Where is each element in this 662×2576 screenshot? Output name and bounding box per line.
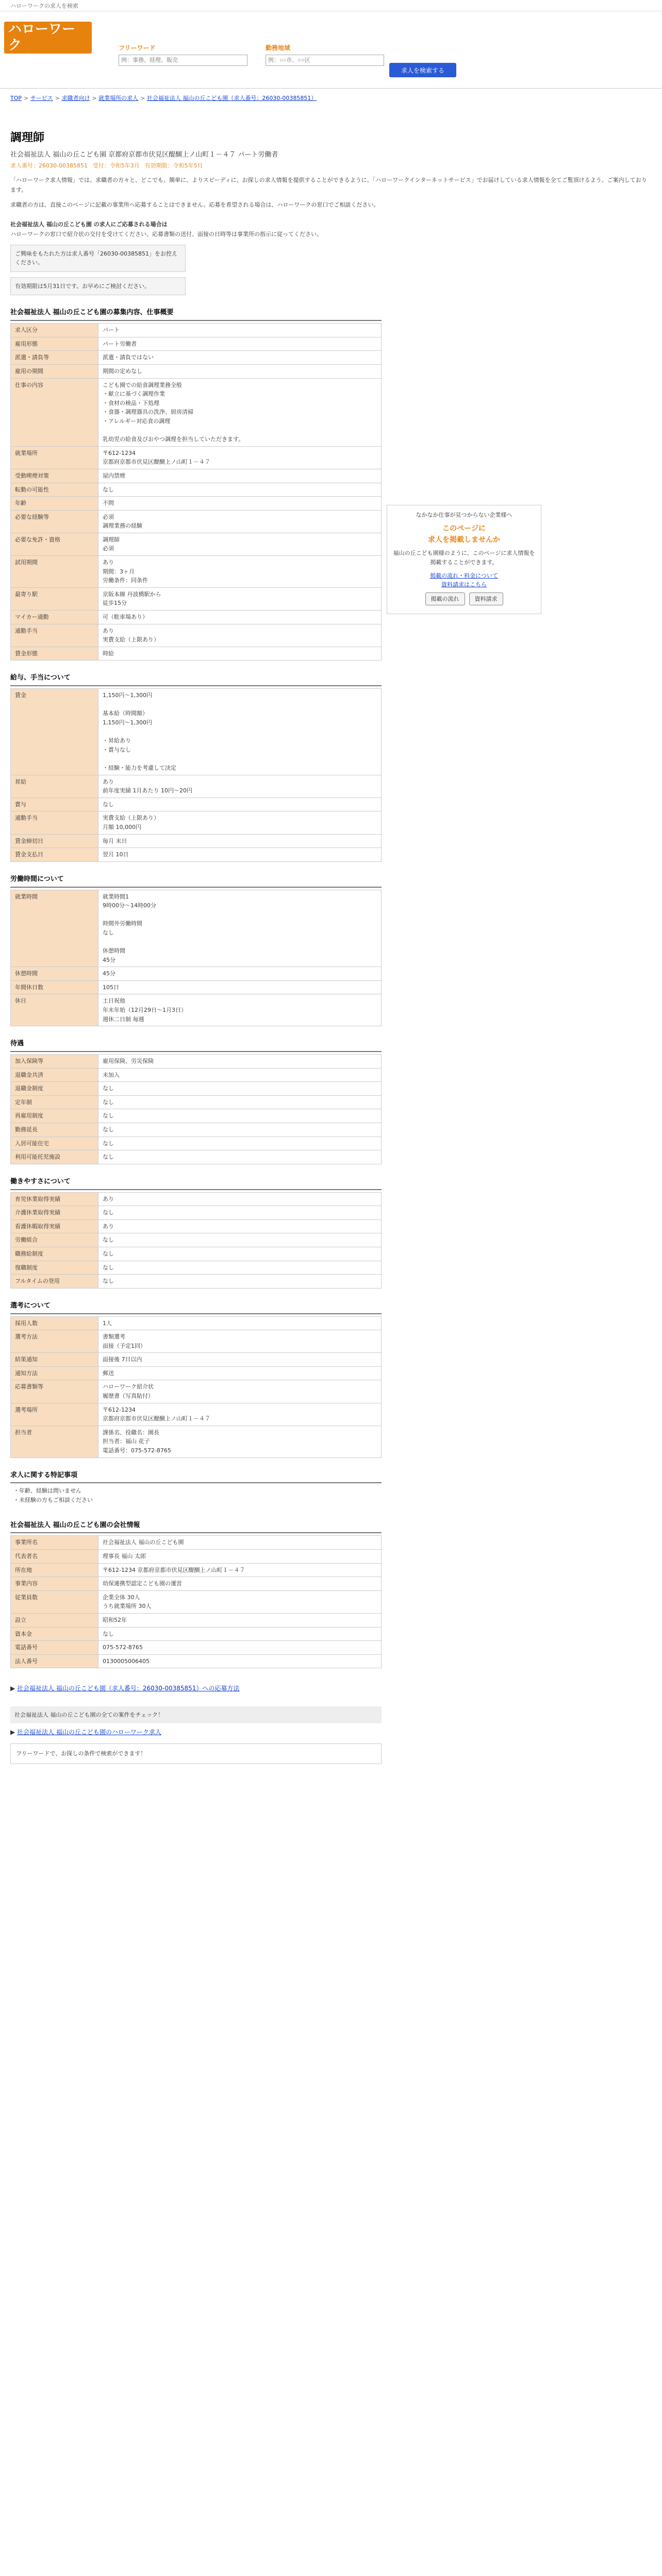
table-row — [11, 798, 382, 811]
logo-line2: 求人検索 — [8, 53, 31, 60]
row-value: なし — [98, 1150, 382, 1164]
row-label: 勤務延長 — [11, 1123, 98, 1137]
row-label: 定年制 — [11, 1095, 98, 1109]
side-text: 福山の丘こども園様のように、このページに求人情報を掲載することができます。 — [393, 550, 535, 566]
row-label: 通勤手当 — [11, 624, 98, 647]
notice-title: 社会福祉法人 福山の丘こども園 の求人にご応募される場合は — [10, 221, 168, 228]
row-value: 京阪本線 丹波橋駅から 徒歩15分 — [98, 587, 382, 610]
row-value: 0130005006405 — [98, 1654, 382, 1668]
table-row — [11, 587, 382, 610]
table-row — [11, 1137, 382, 1150]
row-label: 選考場所 — [11, 1403, 98, 1426]
row-value: 課係名、役職名：園長 担当者：福山 花子 電話番号：075-572-8765 — [98, 1426, 382, 1458]
table-row — [11, 1233, 382, 1247]
row-label: 年齢 — [11, 497, 98, 511]
section-title-selection: 選考について — [10, 1301, 382, 1314]
table-row — [11, 378, 382, 446]
row-label: 所在地 — [11, 1563, 98, 1577]
table-row — [11, 775, 382, 798]
search-button[interactable]: 求人を検索する — [389, 63, 456, 77]
table-row — [11, 1627, 382, 1641]
table-row — [11, 1275, 382, 1289]
row-label: 最寄り駅 — [11, 587, 98, 610]
selection-table — [10, 1316, 382, 1458]
table-row — [11, 351, 382, 365]
table-row — [11, 1068, 382, 1082]
table-row — [11, 1590, 382, 1613]
row-label: 電話番号 — [11, 1641, 98, 1655]
row-value: 期間の定めなし — [98, 364, 382, 378]
table-row — [11, 337, 382, 351]
row-label: 就業場所 — [11, 446, 98, 469]
tag-row — [10, 161, 652, 171]
row-value: 翌月 10日 — [98, 848, 382, 862]
row-label: 試用期間 — [11, 556, 98, 588]
row-label: 求人区分 — [11, 324, 98, 337]
main-content — [0, 129, 662, 1764]
section-title-recruit: 社会福祉法人 福山の丘こども園の募集内容、仕事概要 — [10, 308, 382, 321]
gray-band: 社会福祉法人 福山の丘こども園の全ての案件をチェック！ — [10, 1706, 382, 1724]
page-title: 調理師 — [10, 131, 45, 144]
row-label: 代表者名 — [11, 1550, 98, 1564]
row-value: 〒612-1234 京都府京都市伏見区醍醐上ノ山町１－４７ — [98, 1563, 382, 1577]
side-button-2[interactable]: 資料請求 — [469, 592, 503, 606]
breadcrumb: TOP > サービス > 求職者向け > 就業場所の求人 > 社会福祉法人 福山の丘こども園（求人番号：26030-00385851） — [10, 95, 317, 101]
row-label: 担当者 — [11, 1426, 98, 1458]
side-button-1[interactable]: 掲載の流れ — [425, 592, 465, 606]
row-label: 必要な免許・資格 — [11, 533, 98, 555]
row-value: パート労働者 — [98, 337, 382, 351]
tag: 求人番号：26030-00385851 — [10, 162, 88, 169]
table-row — [11, 1403, 382, 1426]
row-value: あり — [98, 1192, 382, 1206]
table-row — [11, 1536, 382, 1550]
table-row — [11, 1123, 382, 1137]
table-row — [11, 1109, 382, 1123]
row-label: 昇給 — [11, 775, 98, 798]
table-row — [11, 994, 382, 1026]
table-row — [11, 1316, 382, 1330]
row-value: 幼保連携型認定こども園の運営 — [98, 1577, 382, 1591]
table-row — [11, 1641, 382, 1655]
freeword-label: フリーワード — [119, 44, 156, 52]
side-headline: このページに 求人を掲載しませんか — [428, 524, 500, 544]
sidebar-ad — [387, 505, 541, 614]
notice — [10, 220, 652, 239]
table-row — [11, 980, 382, 994]
table-row — [11, 811, 382, 834]
section-title-company: 社会福祉法人 福山の丘こども園の会社情報 — [10, 1520, 382, 1534]
apply-link[interactable]: 社会福祉法人 福山の丘こども園（求人番号：26030-00385851）への応募方法 — [17, 1685, 240, 1692]
row-label: 年間休日数 — [11, 980, 98, 994]
company-table — [10, 1535, 382, 1668]
table-row — [11, 1247, 382, 1261]
row-value: なし — [98, 1137, 382, 1150]
table-row — [11, 967, 382, 981]
row-value: 毎月 末日 — [98, 834, 382, 848]
row-label: 利用可能托児施設 — [11, 1150, 98, 1164]
row-value: 理事長 福山 太郎 — [98, 1550, 382, 1564]
row-value: ハローワーク紹介状 履歴書（写真貼付） — [98, 1380, 382, 1403]
row-value: なし — [98, 1123, 382, 1137]
recruit-table — [10, 323, 382, 660]
row-value: 就業時間1 9時00分〜14時00分 時間外労働時間 なし 休憩時間 45分 — [98, 890, 382, 967]
row-value: 昭和52年 — [98, 1613, 382, 1627]
row-value: 屋内禁煙 — [98, 469, 382, 483]
table-row — [11, 1082, 382, 1096]
row-value: なし — [98, 1247, 382, 1261]
row-label: 介護休業取得実績 — [11, 1206, 98, 1220]
row-value: 郵送 — [98, 1366, 382, 1380]
table-row — [11, 324, 382, 337]
row-value: こども園での給食調理業務全般 ・献立に基づく調理作業 ・食材の検品・下処理 ・食器・調理器具の洗浄、厨房清掃 ・アレルギー対応食の調理 乳幼児の給食及びおやつ調理を担当していただきます。 — [98, 378, 382, 446]
table-row — [11, 1380, 382, 1403]
table-row — [11, 689, 382, 775]
row-label: 法人番号 — [11, 1654, 98, 1668]
site-logo[interactable] — [4, 22, 92, 60]
table-row — [11, 611, 382, 624]
row-value: 1,150円〜1,300円 基本給（時間額） 1,150円〜1,300円 ・昇給あり ・賞与なし ・経験・能力を考慮して決定 — [98, 689, 382, 775]
row-value: なし — [98, 1109, 382, 1123]
row-value: 面接後 7日以内 — [98, 1353, 382, 1367]
table-row — [11, 1150, 382, 1164]
section-title-salary: 給与、手当について — [10, 673, 382, 686]
row-value: 派遣・請負ではない — [98, 351, 382, 365]
side-top: なかなか仕事が見つからない企業様へ — [416, 512, 512, 518]
row-label: 賞与 — [11, 798, 98, 811]
row-label: 選考方法 — [11, 1330, 98, 1353]
freeword-input[interactable] — [119, 55, 247, 66]
bottom-links: ▶ 社会福祉法人 福山の丘こども園（求人番号：26030-00385851）への応募方法 — [10, 1685, 240, 1692]
table-row — [11, 624, 382, 647]
table-row — [11, 497, 382, 511]
row-label: 従業員数 — [11, 1590, 98, 1613]
row-label: 育児休業取得実績 — [11, 1192, 98, 1206]
section-title-workstyle: 働きやすさについて — [10, 1177, 382, 1190]
footer-box: フリーワードで、お探しの条件で検索ができます！ — [10, 1743, 382, 1764]
row-label: 賃金 — [11, 689, 98, 775]
row-value: 雇用保険、労災保険 — [98, 1055, 382, 1069]
row-value: なし — [98, 798, 382, 811]
row-label: 転勤の可能性 — [11, 483, 98, 497]
row-label: 看護休暇取得実績 — [11, 1219, 98, 1233]
row-value: 必須 調理業務の経験 — [98, 510, 382, 533]
row-value: あり 前年度実績 1月あたり 10円〜20円 — [98, 775, 382, 798]
row-label: 設立 — [11, 1613, 98, 1627]
workstyle-table — [10, 1192, 382, 1289]
row-label: 退職金制度 — [11, 1082, 98, 1096]
row-value: 1人 — [98, 1316, 382, 1330]
table-row — [11, 533, 382, 555]
row-label: 賃金形態 — [11, 647, 98, 660]
row-value: 未加入 — [98, 1068, 382, 1082]
page-subtitle: 社会福祉法人 福山の丘こども園 京都府京都市伏見区醍醐上ノ山町１－４７ パート労働者 — [10, 151, 278, 159]
table-row — [11, 469, 382, 483]
row-label: 採用人数 — [11, 1316, 98, 1330]
top-strip: ハローワークの求人を検索 — [0, 0, 662, 11]
freeword-search — [119, 43, 247, 66]
row-label: 復職制度 — [11, 1261, 98, 1275]
row-value: 実費支給（上限あり） 月額 10,000円 — [98, 811, 382, 834]
notice-text: ハローワークの窓口で紹介状の交付を受けてください。応募書類の送付、面接の日時等は事業所の指示に従ってください。 — [10, 230, 322, 238]
breadcrumb-item[interactable]: 就業場所の求人 — [98, 95, 139, 101]
side-link-2[interactable]: 資料請求はこちら — [441, 581, 487, 588]
row-value: あり 実費支給（上限あり） — [98, 624, 382, 647]
row-label: 必要な経験等 — [11, 510, 98, 533]
row-value: 調理師 必須 — [98, 533, 382, 555]
company-jobs-row: ▶ 社会福祉法人 福山の丘こども園のハローワーク求人 — [10, 1728, 161, 1736]
row-label: 加入保険等 — [11, 1055, 98, 1069]
row-value: パート — [98, 324, 382, 337]
row-label: 資本金 — [11, 1627, 98, 1641]
row-label: 就業時間 — [11, 890, 98, 967]
table-row — [11, 1206, 382, 1220]
company-jobs-link[interactable]: 社会福祉法人 福山の丘こども園のハローワーク求人 — [17, 1728, 161, 1736]
row-value: なし — [98, 1082, 382, 1096]
table-row — [11, 1366, 382, 1380]
row-label: 退職金共済 — [11, 1068, 98, 1082]
row-value: 企業全体 30人 うち就業場所 30人 — [98, 1590, 382, 1613]
site-header — [0, 11, 662, 89]
row-value: なし — [98, 1206, 382, 1220]
table-row — [11, 1353, 382, 1367]
table-row — [11, 1550, 382, 1564]
row-value: 不問 — [98, 497, 382, 511]
row-label: 賃金支払日 — [11, 848, 98, 862]
area-search — [266, 43, 384, 66]
benefits-table — [10, 1054, 382, 1164]
row-label: 通勤手当 — [11, 811, 98, 834]
table-row — [11, 1330, 382, 1353]
section-title-benefits: 待遇 — [10, 1039, 382, 1052]
intro-text-2: 求職者の方は、直接このページに記載の事業所へ応募することはできません。応募を希望される場合は、ハローワークの窓口でご相談ください。 — [10, 201, 379, 208]
table-row — [11, 446, 382, 469]
table-row — [11, 1192, 382, 1206]
row-label: 労働組合 — [11, 1233, 98, 1247]
row-value: 時給 — [98, 647, 382, 660]
row-value: 可（駐車場あり） — [98, 611, 382, 624]
row-label: 結果通知 — [11, 1353, 98, 1367]
row-value: 075-572-8765 — [98, 1641, 382, 1655]
table-row — [11, 1613, 382, 1627]
section-title-special: 求人に関する特記事項 — [10, 1470, 382, 1484]
row-label: 仕事の内容 — [11, 378, 98, 446]
row-label: 雇用の期間 — [11, 364, 98, 378]
row-label: 再雇用制度 — [11, 1109, 98, 1123]
table-row — [11, 1563, 382, 1577]
row-label: 事業内容 — [11, 1577, 98, 1591]
area-input[interactable] — [266, 55, 384, 66]
tag: 受付：令和5年3月 — [92, 162, 140, 169]
tag: 有効期限：令和5年5月 — [144, 162, 203, 169]
row-value: あり — [98, 1219, 382, 1233]
row-value: 105日 — [98, 980, 382, 994]
intro-text: 「ハローワーク求人情報」では、求職者の方々と、どこでも、簡単に、よりスピーディに、お探しの求人情報を提供することができるように、「ハローワークインターネットサービス」でお届けしている求人情報を全てご覧頂けるよう、ご案内しております。 — [10, 177, 647, 193]
info-box-2: 有効期限は5月31日です。お早めにご検討ください。 — [10, 277, 186, 296]
row-value: 社会福祉法人 福山の丘こども園 — [98, 1536, 382, 1550]
row-label: 休日 — [11, 994, 98, 1026]
hours-table — [10, 890, 382, 1027]
row-value: なし — [98, 1627, 382, 1641]
row-value: なし — [98, 1233, 382, 1247]
row-label: 休憩時間 — [11, 967, 98, 981]
table-row — [11, 1261, 382, 1275]
breadcrumb-item[interactable]: 求職者向け — [61, 95, 90, 101]
row-label: 事業所名 — [11, 1536, 98, 1550]
row-label: 応募書類等 — [11, 1380, 98, 1403]
side-link-1[interactable]: 掲載の流れ・料金について — [430, 572, 498, 579]
row-label: 職務給制度 — [11, 1247, 98, 1261]
row-value: 45分 — [98, 967, 382, 981]
section-title-hours: 労働時間について — [10, 874, 382, 888]
special-notes: ・年齢、経験は問いません ・未経験の方もご相談ください — [13, 1487, 93, 1504]
salary-table — [10, 688, 382, 862]
breadcrumb-item[interactable]: TOP — [10, 95, 22, 101]
row-label: 通知方法 — [11, 1366, 98, 1380]
table-row — [11, 1219, 382, 1233]
breadcrumb-item[interactable]: サービス — [30, 95, 53, 101]
table-row — [11, 834, 382, 848]
row-value: なし — [98, 1261, 382, 1275]
row-label: 受動喫煙対策 — [11, 469, 98, 483]
area-label: 勤務地域 — [266, 44, 291, 52]
table-row — [11, 1095, 382, 1109]
row-value: なし — [98, 483, 382, 497]
row-value: 〒612-1234 京都府京都市伏見区醍醐上ノ山町１－４７ — [98, 446, 382, 469]
table-row — [11, 848, 382, 862]
row-value: あり 期間：3ヶ月 労働条件：同条件 — [98, 556, 382, 588]
table-row — [11, 647, 382, 660]
table-row — [11, 556, 382, 588]
table-row — [11, 890, 382, 967]
info-box-1: ご興味をもたれた方は求人番号「26030-00385851」をお控えください。 — [10, 245, 186, 272]
table-row — [11, 1426, 382, 1458]
row-value: 〒612-1234 京都府京都市伏見区醍醐上ノ山町１－４７ — [98, 1403, 382, 1426]
row-label: 入居可能住宅 — [11, 1137, 98, 1150]
row-value: 土日祝他 年末年始（12月29日〜1月3日） 週休二日制 毎週 — [98, 994, 382, 1026]
row-label: マイカー通勤 — [11, 611, 98, 624]
row-value: 書類選考 面接（予定1回） — [98, 1330, 382, 1353]
breadcrumb-item[interactable]: 社会福祉法人 福山の丘こども園（求人番号：26030-00385851） — [146, 95, 317, 101]
logo-line1: ハローワーク — [8, 22, 76, 53]
table-row — [11, 1577, 382, 1591]
table-row — [11, 1055, 382, 1069]
row-label: 雇用形態 — [11, 337, 98, 351]
row-label: 派遣・請負等 — [11, 351, 98, 365]
row-label: フルタイムの登用 — [11, 1275, 98, 1289]
table-row — [11, 1654, 382, 1668]
row-label: 賃金締切日 — [11, 834, 98, 848]
row-value: なし — [98, 1095, 382, 1109]
table-row — [11, 510, 382, 533]
table-row — [11, 364, 382, 378]
row-value: なし — [98, 1275, 382, 1289]
table-row — [11, 483, 382, 497]
